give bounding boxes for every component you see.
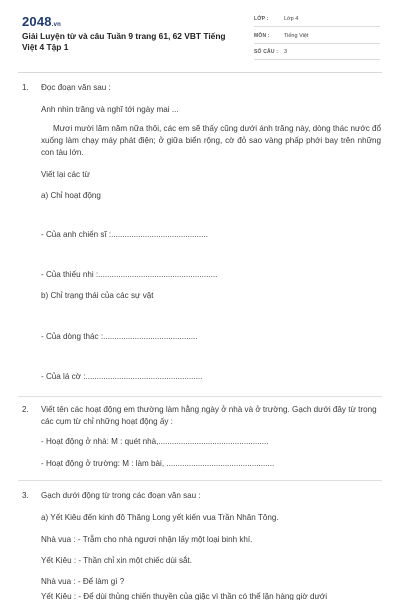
sub-question: b) Chỉ trạng thái của các sự vật bbox=[41, 291, 154, 300]
question-number: 2. bbox=[22, 405, 29, 414]
answer-line: - Hoạt động ở trường: M : làm bài, ................................................ bbox=[41, 459, 275, 468]
meta-label: SỐ CÂU : bbox=[254, 49, 279, 55]
page-header bbox=[0, 0, 400, 72]
answer-line: - Của lá cờ :.................................................... bbox=[41, 372, 203, 381]
section-divider bbox=[18, 396, 382, 397]
answer-line: - Của anh chiến sĩ :........................................... bbox=[41, 230, 208, 239]
question-text: Anh nhìn trăng và nghĩ tới ngày mai ... bbox=[41, 105, 179, 114]
meta-row-question-count bbox=[254, 46, 380, 60]
sub-question: a) Yết Kiêu đến kinh đô Thăng Long yết kiến vua Trần Nhân Tông. bbox=[41, 513, 279, 522]
dialogue-line: Yết Kiêu : - Để dùi thủng chiến thuyền của giặc vì thần có thể lặn hàng giờ dưới bbox=[41, 592, 328, 600]
logo-suffix: .vn bbox=[51, 22, 62, 28]
question-title: Gạch dưới động từ trong các đoạn văn sau : bbox=[41, 491, 201, 500]
site-logo[interactable] bbox=[22, 14, 61, 29]
meta-value: Tiếng Việt bbox=[284, 32, 309, 39]
meta-row-subject bbox=[254, 30, 380, 44]
sub-question: a) Chỉ hoạt động bbox=[41, 191, 101, 200]
meta-label: LỚP : bbox=[254, 16, 269, 22]
question-number: 1. bbox=[22, 83, 29, 92]
dialogue-line: Nhà vua : - Để làm gì ? bbox=[41, 577, 125, 586]
section-divider bbox=[18, 480, 382, 481]
answer-line: - Của dòng thác :.......................................... bbox=[41, 332, 198, 341]
meta-row-class bbox=[254, 13, 380, 27]
header-divider bbox=[18, 72, 382, 73]
question-instruction: Viết lại các từ bbox=[41, 170, 90, 179]
question-title: Viết tên các hoạt động em thường làm hằng ngày ở nhà và ở trường. Gạch dưới đây từ trong các cụm từ chỉ những hoạt động ấy : bbox=[41, 405, 377, 426]
meta-value: Lớp 4 bbox=[284, 16, 299, 22]
question-number: 3. bbox=[22, 491, 29, 500]
document-meta bbox=[254, 13, 380, 63]
question-title: Đọc đoạn văn sau : bbox=[41, 83, 111, 92]
answer-line: - Hoạt động ở nhà: M : quét nhà,................................................. bbox=[41, 437, 269, 446]
meta-value: 3 bbox=[284, 49, 288, 55]
reading-passage: Mươi mười lăm năm nữa thôi, các em sẽ thấy cũng dưới ánh trăng này, dòng thác nước đổ xuống làm chạy máy phát điện; ở giữa biển rộng, cờ đỏ sao vàng phấp phới bay trên những con tàu lớn. bbox=[41, 124, 382, 157]
dialogue-line: Yết Kiêu : - Thần chỉ xin một chiếc dùi sắt. bbox=[41, 556, 193, 565]
answer-line: - Của thiếu nhi :..................................................... bbox=[41, 270, 218, 279]
logo-text: 2048 bbox=[22, 14, 52, 29]
dialogue-line: Nhà vua : - Trẫm cho nhà ngươi nhận lấy một loại binh khí. bbox=[41, 535, 253, 544]
document-title: Giải Luyện từ và câu Tuần 9 trang 61, 62 VBT Tiếng Việt 4 Tập 1 bbox=[22, 31, 226, 52]
meta-label: MÔN : bbox=[254, 32, 270, 39]
